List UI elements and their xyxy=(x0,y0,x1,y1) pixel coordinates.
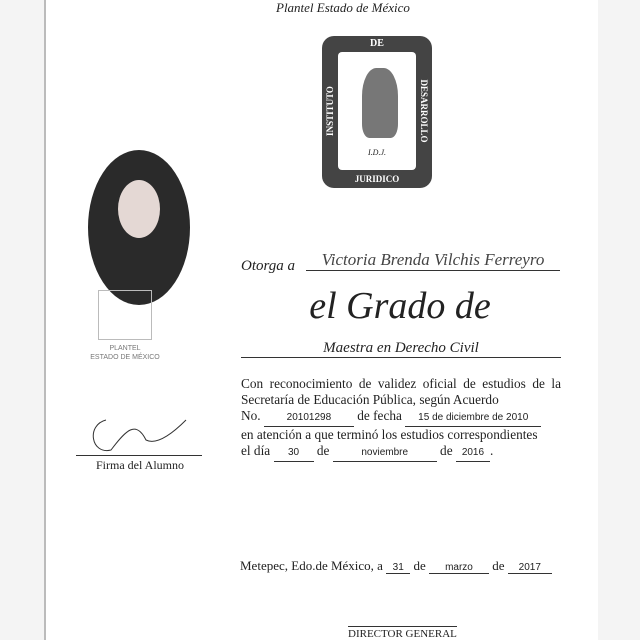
completion-year: 2016 xyxy=(456,445,490,462)
body-text: en atención a que terminó los estudios correspondientes xyxy=(241,427,538,442)
campus-header: Plantel Estado de México xyxy=(276,0,410,15)
agreement-date: 15 de diciembre de 2010 xyxy=(405,410,541,427)
issue-month: marzo xyxy=(429,562,489,574)
label: de xyxy=(492,558,505,573)
label: de xyxy=(413,558,426,573)
period: . xyxy=(489,443,494,458)
place-date xyxy=(240,558,552,574)
recognition-text xyxy=(241,376,561,462)
issue-year: 2017 xyxy=(508,562,552,574)
place-label: Metepec, Edo.de México, a xyxy=(240,558,383,573)
label: de xyxy=(316,443,330,458)
student-signature-label: Firma del Alumno xyxy=(96,458,184,472)
institute-stamp xyxy=(98,290,152,340)
owl-icon xyxy=(362,68,398,138)
label: de xyxy=(440,443,453,458)
student-signature xyxy=(86,400,206,460)
label: No. xyxy=(241,408,261,423)
institute-logo: DE INSTITUTO DESARROLLO JURIDICO I.D.J. xyxy=(322,36,432,188)
director-signature-label: DIRECTOR GENERAL xyxy=(348,628,457,640)
stamp-text: ESTADO DE MÉXICO xyxy=(90,354,160,361)
agreement-number: 20101298 xyxy=(264,410,354,427)
grant-prefix: Otorga a xyxy=(241,258,296,274)
recipient-name: Victoria Brenda Vilchis Ferreyro xyxy=(306,250,560,271)
stamp-text: PLANTEL xyxy=(109,345,141,352)
student-photo xyxy=(88,150,190,305)
label: de fecha xyxy=(357,408,402,423)
degree-name: Maestra en Derecho Civil xyxy=(241,340,561,358)
completion-day: 30 xyxy=(274,445,314,462)
issue-day: 31 xyxy=(386,562,410,574)
completion-month: noviembre xyxy=(333,445,437,462)
label: el día xyxy=(241,443,271,458)
degree-heading: el Grado de xyxy=(309,285,491,327)
body-text: Con reconocimiento de validez oficial de estudios de la Secretaría de Educación Pública, según Acuerdo xyxy=(241,376,561,407)
signature-line xyxy=(76,455,202,456)
